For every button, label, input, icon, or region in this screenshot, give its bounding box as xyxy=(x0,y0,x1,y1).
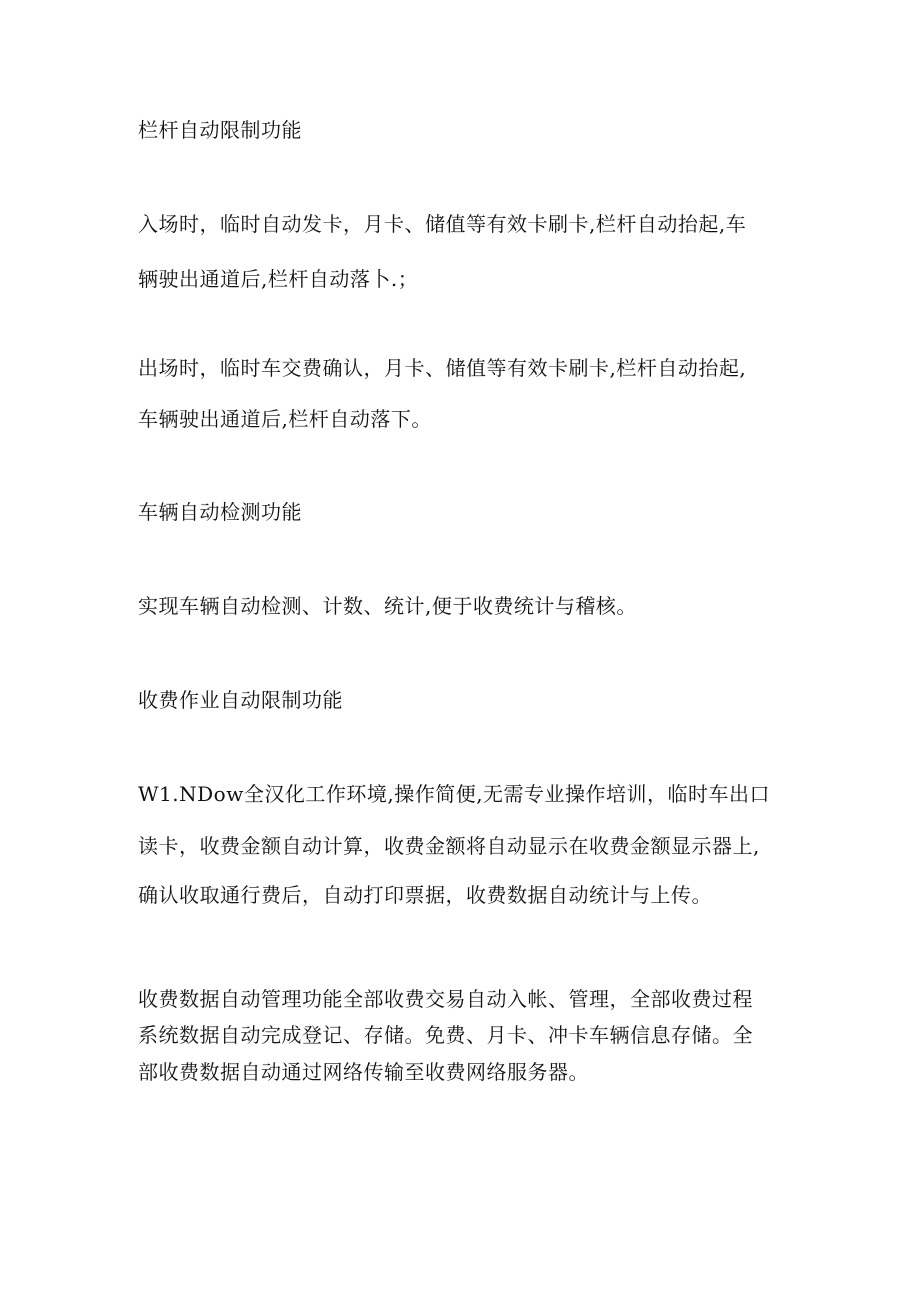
section-heading-vehicle-detection: 车辆自动检测功能 xyxy=(138,500,302,524)
paragraph-detection-line-1: 实现车辆自动检测、计数、统计,便于收费统计与稽核。 xyxy=(138,594,637,618)
paragraph-entry-line-1: 入场时，临时自动发卡，月卡、储值等有效卡刷卡,栏杆自动抬起,车 xyxy=(138,212,747,236)
paragraph-entry-line-2: 辆驶出通道后,栏杆自动落卜.； xyxy=(138,267,419,291)
paragraph-data-mgmt-line-2: 系统数据自动完成登记、存储。免费、月卡、冲卡车辆信息存储。全 xyxy=(138,1023,753,1047)
paragraph-exit-line-2: 车辆驶出通道后,栏杆自动落下。 xyxy=(138,407,432,431)
paragraph-toll-line-3: 确认收取通行费后，自动打印票据，收费数据自动统计与上传。 xyxy=(138,883,712,907)
paragraph-data-mgmt-line-3: 部收费数据自动通过网络传输至收费网络服务器。 xyxy=(138,1060,589,1084)
section-heading-barrier: 栏杆自动限制功能 xyxy=(138,118,302,142)
paragraph-toll-line-2: 读卡，收费金额自动计算，收费金额将自动显示在收费金额显示器上, xyxy=(138,834,760,858)
paragraph-data-mgmt-line-1: 收费数据自动管理功能全部收费交易自动入帐、管理，全部收费过程 xyxy=(138,987,753,1011)
section-heading-toll-operation: 收费作业自动限制功能 xyxy=(138,688,343,712)
paragraph-toll-line-1: W1.NDow全汉化工作环境,操作简便,无需专业操作培训，临时车出口 xyxy=(138,782,771,806)
paragraph-exit-line-1: 出场时，临时车交费确认，月卡、储值等有效卡刷卡,栏杆自动抬起, xyxy=(138,356,747,380)
